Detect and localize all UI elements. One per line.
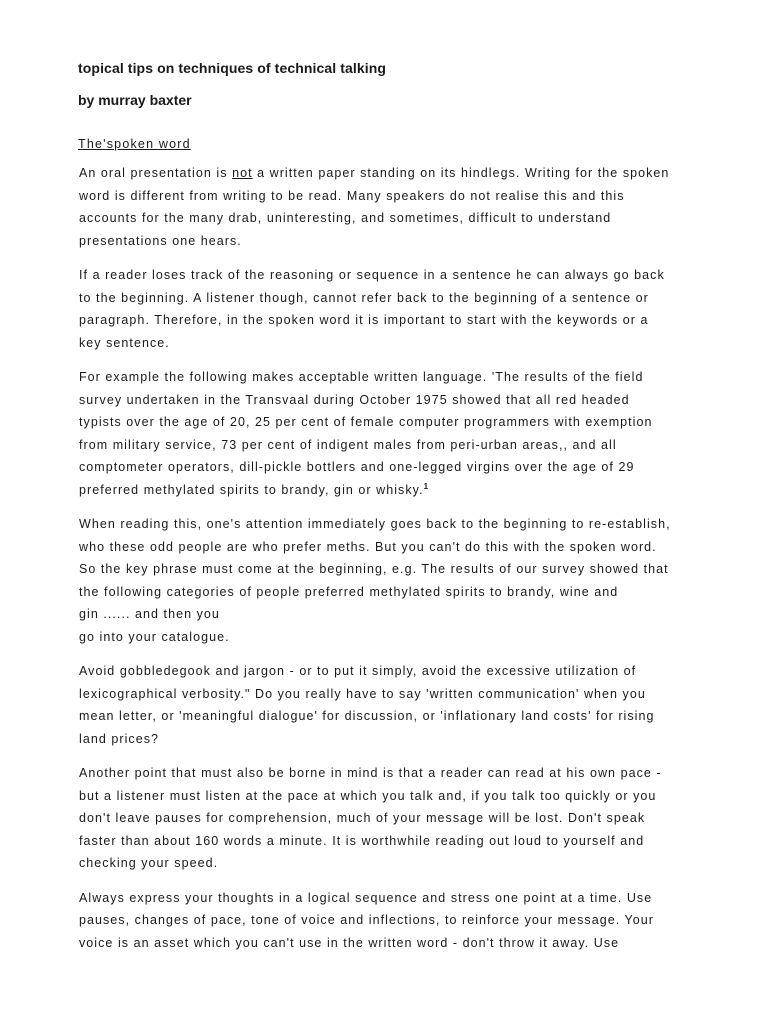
paragraph-line — [79, 479, 719, 502]
paragraph-line: typists over the age of 20, 25 per cent of female computer programmers with exemption — [79, 415, 653, 429]
paragraph-line: comptometer operators, dill-pickle bottlers and one-legged virgins over the age of 29 — [79, 460, 635, 474]
paragraph-line: accounts for the many drab, uninteresting, and sometimes, difficult to understand — [79, 211, 612, 225]
paragraph-line: who these odd people are who prefer meths. But you can't do this with the spoken word. — [79, 539, 657, 554]
paragraph-line: gin ...... and then you — [79, 607, 220, 621]
paragraph-line: lexicographical verbosity." Do you really have to say 'written communication' when you — [79, 686, 646, 701]
paragraph-line: Avoid gobbledegook and jargon - or to put it simply, avoid the excessive utilization of — [79, 664, 637, 678]
paragraph-line: word is different from writing to be read. Many speakers do not realise this and this — [79, 188, 625, 203]
paragraph-line: So the key phrase must come at the beginning, e.g. The results of our survey showed that — [79, 562, 669, 576]
paragraph-line: If a reader loses track of the reasoning or sequence in a sentence he can always go back — [79, 268, 665, 282]
text-run: An oral presentation is — [79, 166, 233, 180]
paragraph-line: faster than about 160 words a minute. It is worthwhile reading out loud to yourself and — [79, 833, 645, 848]
paragraph-line: go into your catalogue. — [79, 629, 230, 644]
paragraph-line: from military service, 73 per cent of indigent males from peri-urban areas,, and all — [79, 437, 617, 452]
body-text — [79, 162, 719, 966]
paragraph-6 — [79, 762, 719, 875]
paragraph-line: Another point that must also be borne in mind is that a reader can read at his own pace - — [79, 766, 662, 780]
paragraph-line: checking your speed. — [79, 856, 219, 870]
text-run: a written paper standing on its hindlegs. Writing for the spoken — [252, 166, 670, 180]
paragraph-line: pauses, changes of pace, tone of voice and inflections, to reinforce your message. Your — [79, 913, 654, 927]
paragraph-line: mean letter, or 'meaningful dialogue' for discussion, or 'inflationary land costs' for rising — [79, 709, 655, 723]
paragraph-2 — [79, 264, 719, 354]
paragraph-line: to the beginning. A listener though, cannot refer back to the beginning of a sentence or — [79, 290, 649, 305]
paragraph-line: the following categories of people preferred methylated spirits to brandy, wine and — [79, 584, 619, 599]
paragraph-line: presentations one hears. — [79, 233, 242, 248]
paragraph-4 — [79, 513, 719, 648]
author-byline: by murray baxter — [78, 92, 192, 108]
section-heading: The'spoken word — [78, 137, 191, 151]
paragraph-1 — [79, 162, 719, 252]
paragraph-line: survey undertaken in the Transvaal during October 1975 showed that all red headed — [79, 392, 630, 407]
paragraph-line: For example the following makes acceptable written language. 'The results of the field — [79, 370, 644, 384]
footnote-marker: 1 — [423, 481, 430, 491]
document-title: topical tips on techniques of technical talking — [78, 60, 387, 76]
paragraph-3 — [79, 366, 719, 501]
paragraph-line: voice is an asset which you can't use in the written word - don't throw it away. Use — [79, 935, 620, 950]
paragraph-line: but a listener must listen at the pace at which you talk and, if you talk too quickly or you — [79, 788, 657, 803]
paragraph-line: Always express your thoughts in a logical sequence and stress one point at a time. Use — [79, 890, 653, 905]
paragraph-line — [79, 162, 719, 185]
paragraph-7 — [79, 887, 719, 955]
paragraph-line: land prices? — [79, 731, 160, 746]
text-run: preferred methylated spirits to brandy, gin or whisky. — [79, 482, 424, 497]
paragraph-5 — [79, 660, 719, 750]
paragraph-line: paragraph. Therefore, in the spoken word it is important to start with the keywords or a — [79, 313, 649, 327]
paragraph-line: When reading this, one's attention immediately goes back to the beginning to re-establish, — [79, 517, 671, 531]
emphasis-underline: not — [232, 166, 253, 180]
paragraph-line: key sentence. — [79, 335, 170, 350]
paragraph-line: don't leave pauses for comprehension, much of your message will be lost. Don't speak — [79, 811, 646, 825]
